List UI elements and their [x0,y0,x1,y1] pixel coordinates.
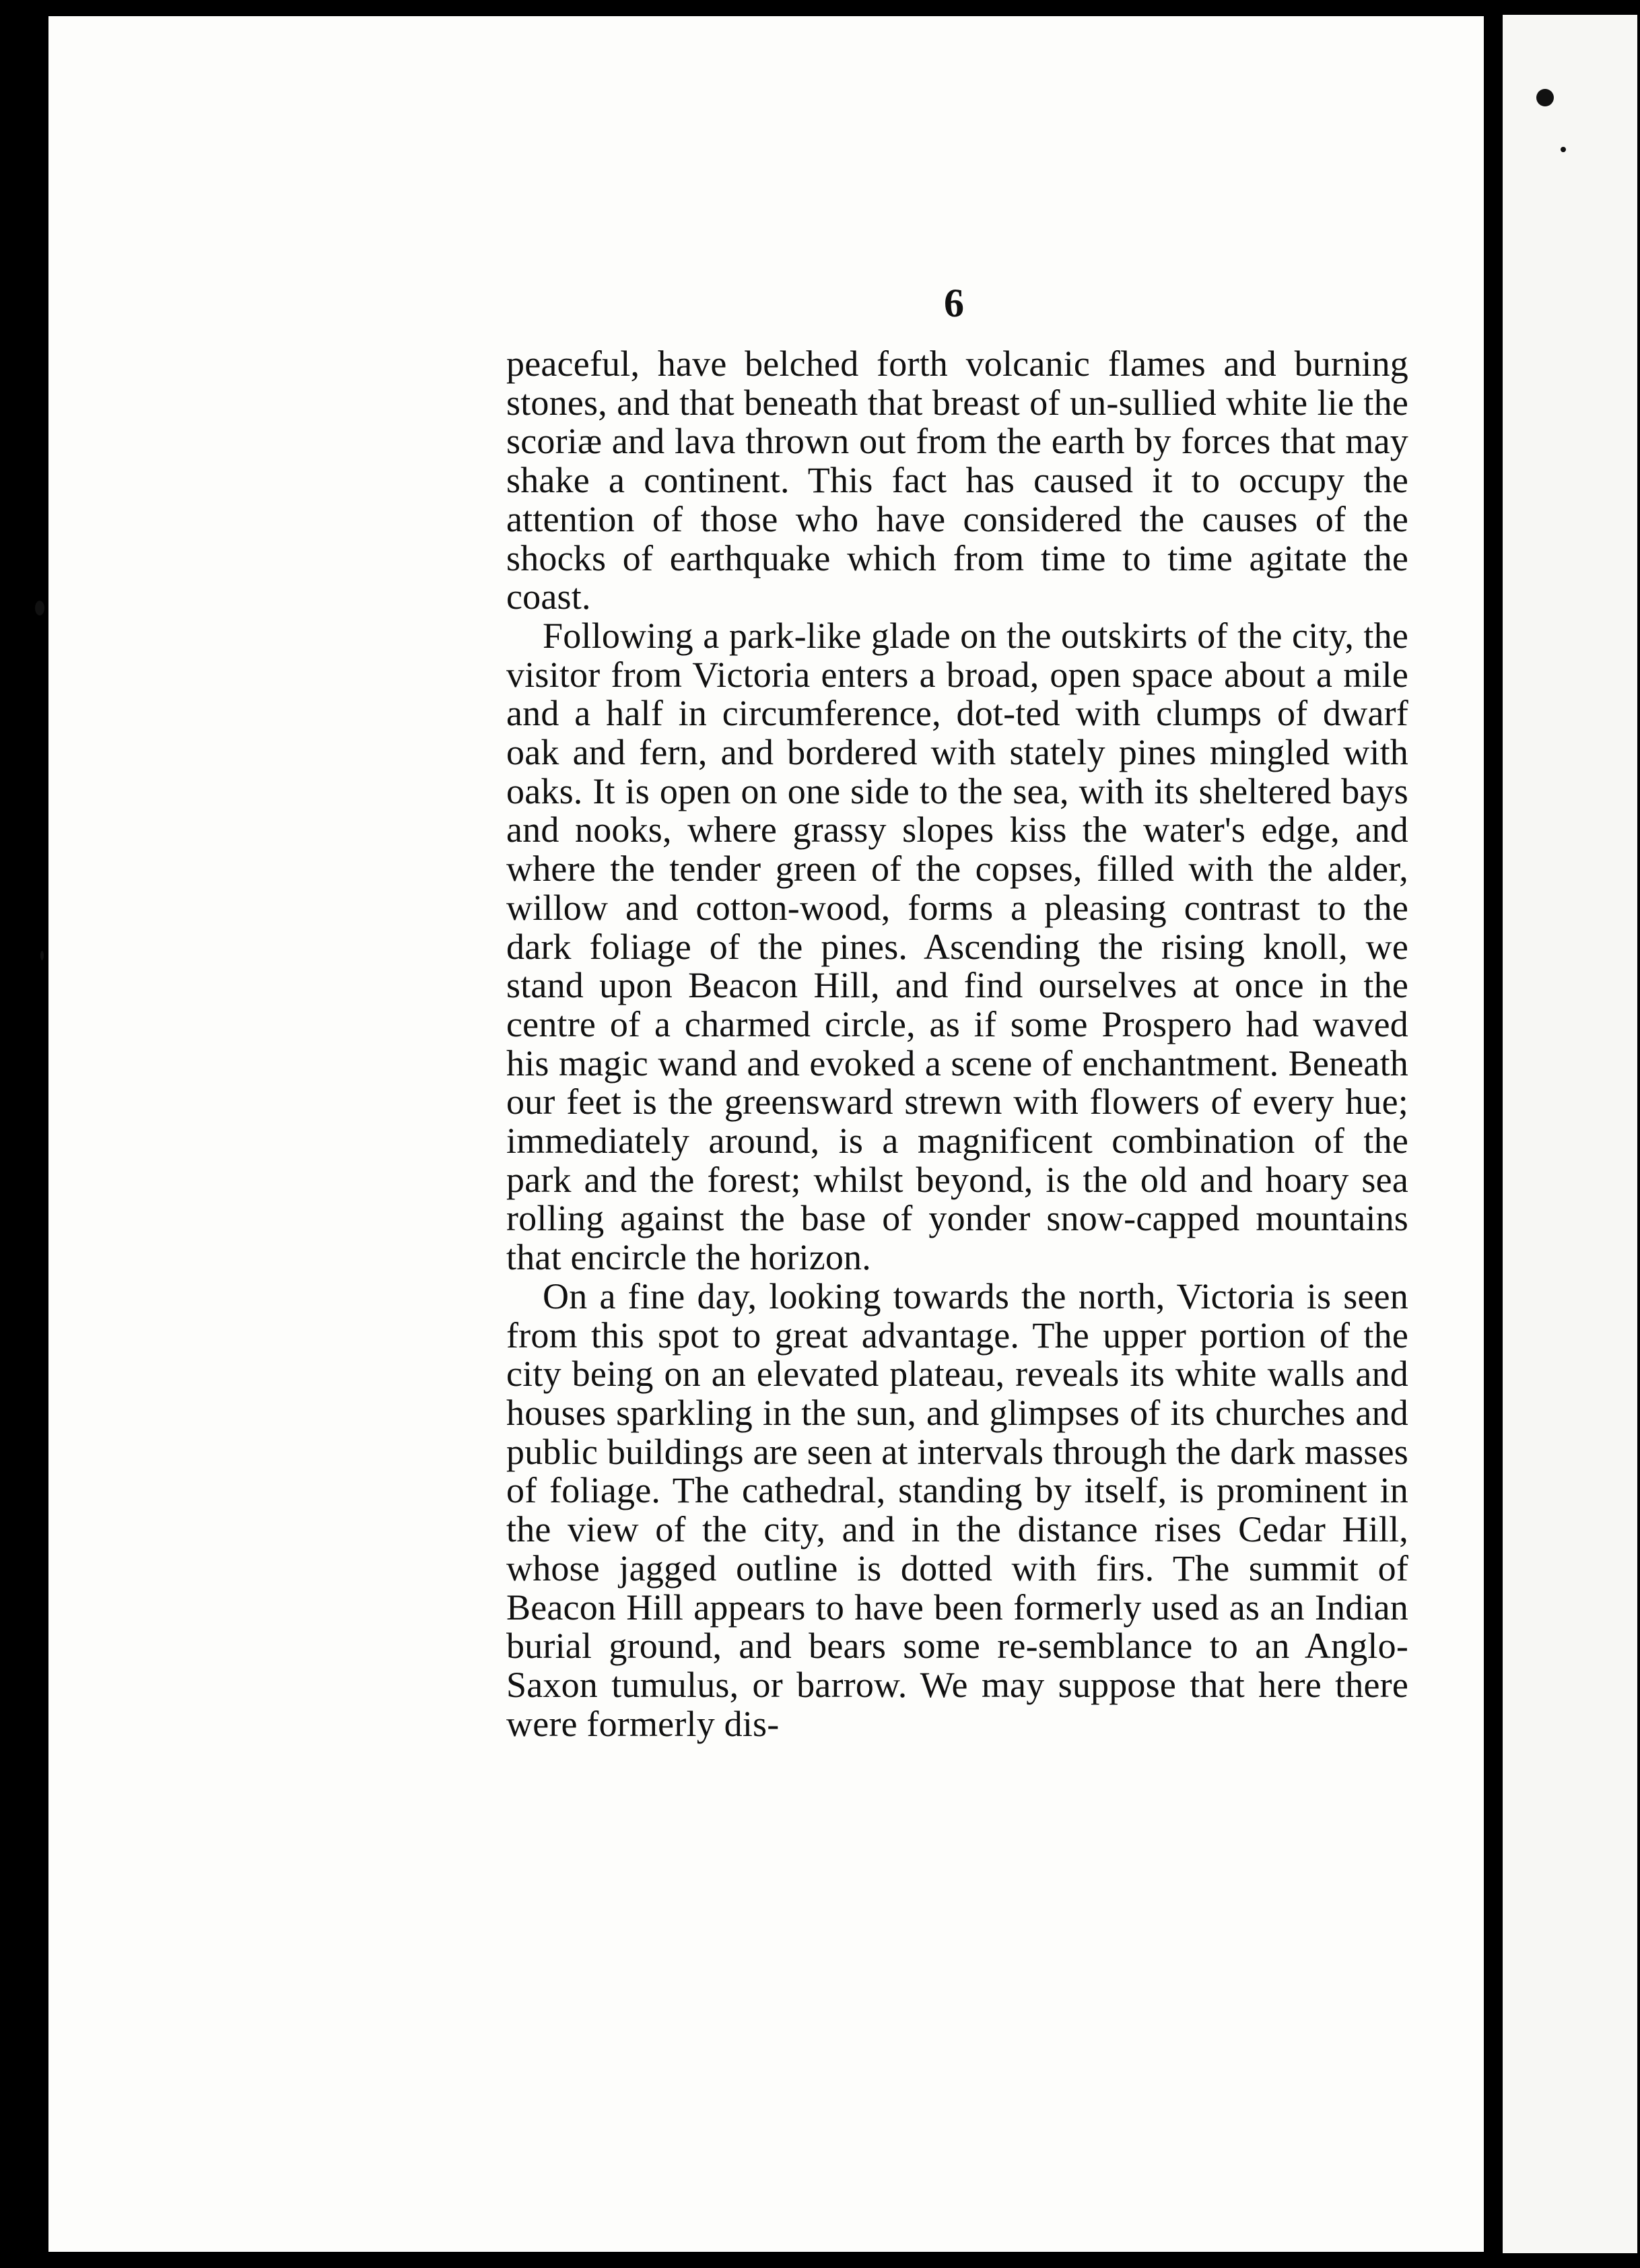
adjacent-page-edge [1503,15,1637,2253]
page-number: 6 [944,281,964,325]
paragraph: Following a park-like glade on the outskirts of the city, the visitor from Victoria enters a broad, open space about a mile and a half in circumference, dot-ted with clumps of dwarf oak and fern, and bordered with stately pines mingled with oaks. It is open on one side to the sea, with its sheltered bays and nooks, where grassy slopes kiss the water's edge, and where the tender green of the copses, filled with the alder, willow and cotton-wood, forms a pleasing contrast to the dark foliage of the pines. Ascending the rising knoll, we stand upon Beacon Hill, and find ourselves at once in the centre of a charmed circle, as if some Prospero had waved his magic wand and evoked a scene of enchantment. Beneath our feet is the greensward strewn with flowers of every hue; immediately around, is a magnificent combination of the park and the forest; whilst beyond, is the old and hoary sea rolling against the base of yonder snow-capped mountains that encircle the horizon. [506,615,1408,1278]
dust-speck [1536,89,1554,106]
dust-speck [35,601,44,615]
paragraph: On a fine day, looking towards the north, Victoria is seen from this spot to great advantage. The upper portion of the city being on an elevated plateau, reveals its white walls and houses sparkling in the sun, and glimpses of its churches and public buildings are seen at intervals through the dark masses of foliage. The cathedral, standing by itself, is prominent in the view of the city, and in the distance rises Cedar Hill, whose jagged outline is dotted with firs. The summit of Beacon Hill appears to have been formerly used as an Indian burial ground, and bears some re-semblance to an Anglo-Saxon tumulus, or barrow. We may suppose that here there were formerly dis- [506,1275,1408,1744]
dust-speck [1561,147,1566,152]
book-page [48,16,1484,2252]
body-text [506,345,1408,1894]
dust-speck [40,951,44,960]
paragraph: peaceful, have belched forth volcanic flames and burning stones, and that beneath that breast of un-sullied white lie the scoriæ and lava thrown out from the earth by forces that may shake a continent. This fact has caused it to occupy the attention of those who have considered the causes of the shocks of earthquake which from time to time agitate the coast. [506,343,1408,618]
